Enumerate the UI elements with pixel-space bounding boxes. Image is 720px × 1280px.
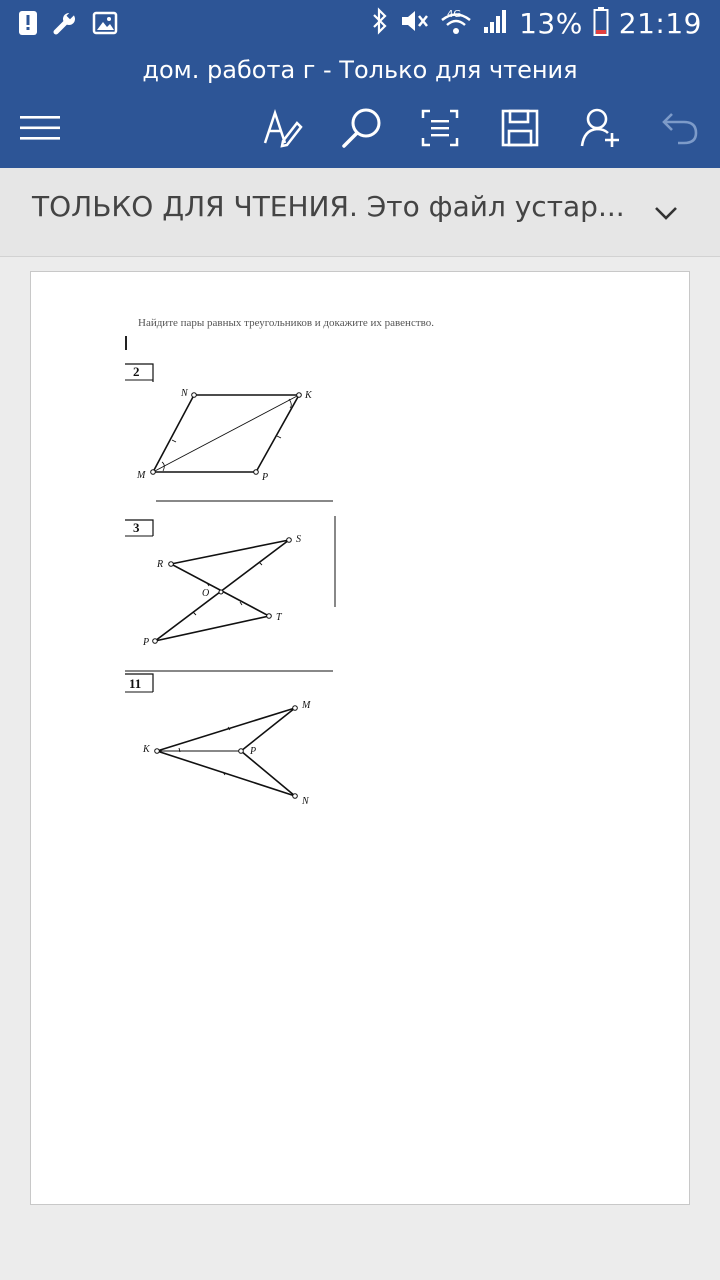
point-p11-label: P — [250, 746, 257, 757]
figure-3-number: 3 — [133, 520, 140, 535]
document-title: дом. работа г - Только для чтения — [142, 56, 578, 84]
point-m11-label: M — [302, 700, 311, 711]
mute-icon — [399, 7, 429, 40]
document-page[interactable] — [30, 271, 690, 1205]
point-o-label: O — [202, 588, 210, 599]
bluetooth-icon — [371, 7, 389, 40]
point-p-label: P — [262, 472, 269, 483]
figure-11-number: 11 — [129, 676, 142, 691]
point-k11-label: K — [143, 744, 150, 755]
search-button[interactable] — [336, 104, 388, 156]
undo-icon — [660, 108, 700, 153]
svg-text:4G: 4G — [447, 9, 462, 20]
signal-icon — [483, 7, 509, 40]
battery-icon — [593, 6, 609, 41]
figures-canvas — [31, 272, 689, 1204]
task-instruction: Найдите пары равных треугольников и докажите их равенство. — [138, 317, 434, 329]
point-k-label: K — [305, 390, 312, 401]
share-icon — [578, 106, 622, 155]
status-bar — [0, 0, 720, 48]
figure-2-number: 2 — [133, 364, 140, 379]
clock: 21:19 — [618, 7, 702, 40]
figure-2 — [125, 364, 313, 483]
wifi-icon — [439, 7, 473, 40]
menu-icon — [18, 113, 62, 148]
reading-view-button[interactable] — [414, 104, 466, 156]
point-n-label: N — [181, 388, 188, 399]
figure-11 — [125, 674, 311, 807]
read-only-banner[interactable] — [0, 168, 720, 257]
point-m-label: M — [137, 470, 146, 481]
undo-button[interactable] — [654, 104, 706, 156]
chevron-down-icon[interactable] — [650, 196, 682, 228]
point-r-label: R — [157, 559, 164, 570]
reading-view-icon — [420, 108, 460, 153]
save-button[interactable] — [494, 104, 546, 156]
battery-percent: 13% — [519, 7, 583, 40]
image-icon — [92, 10, 118, 41]
point-s-label: S — [296, 534, 301, 545]
alert-icon — [18, 10, 38, 41]
banner-text: ТОЛЬКО ДЛЯ ЧТЕНИЯ. Это файл устар... — [32, 190, 625, 223]
figure-3 — [125, 520, 301, 648]
search-icon — [340, 106, 384, 155]
draw-button[interactable] — [256, 104, 308, 156]
save-icon — [500, 108, 540, 153]
share-button[interactable] — [574, 104, 626, 156]
point-n11-label: N — [302, 796, 309, 807]
app-bar — [0, 48, 720, 168]
wrench-icon — [52, 10, 78, 41]
draw-icon — [261, 107, 303, 154]
menu-button[interactable] — [14, 104, 66, 156]
point-p3-label: P — [143, 637, 150, 648]
point-t-label: T — [276, 612, 282, 623]
